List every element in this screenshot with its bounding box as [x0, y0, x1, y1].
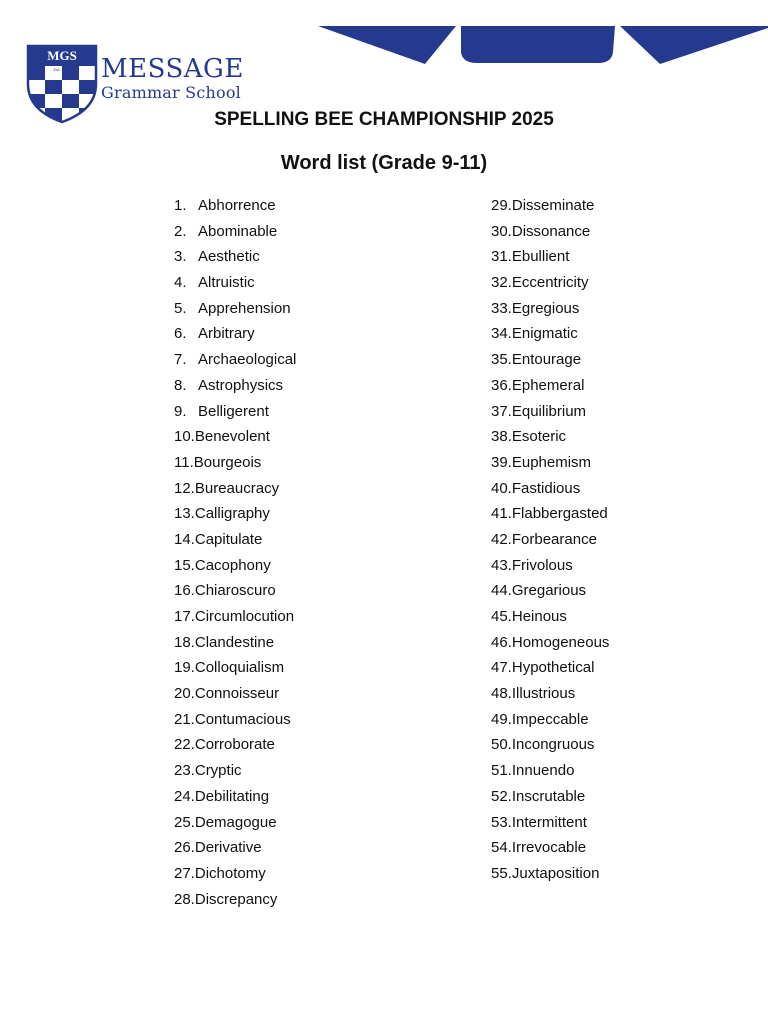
word-text: Impeccable: [511, 710, 589, 728]
word-number: 24.: [174, 787, 195, 805]
word-number: 13.: [174, 505, 195, 523]
word-text: Entourage: [511, 351, 582, 369]
word-text: Disseminate: [511, 197, 595, 214]
word-text: Connoisseur: [194, 685, 280, 703]
word-list-item: [491, 630, 609, 656]
page-title: SPELLING BEE CHAMPIONSHIP 2025: [214, 109, 554, 130]
word-number: 48.: [491, 685, 512, 703]
word-number: 52.: [491, 787, 512, 805]
word-list-item: [491, 732, 609, 758]
word-list-item: [491, 810, 609, 836]
word-list-item: [491, 553, 609, 579]
word-number: 15.: [174, 556, 195, 574]
word-text: Incongruous: [511, 736, 595, 754]
word-text: Astrophysics: [198, 376, 284, 394]
word-list-item: [491, 193, 609, 219]
word-text: Demagogue: [194, 813, 277, 831]
word-number: 14.: [174, 530, 195, 548]
word-text: Flabbergasted: [511, 505, 608, 523]
word-text: Apprehension: [198, 299, 291, 317]
word-list-item: [491, 861, 609, 887]
word-text: Debilitating: [194, 787, 270, 805]
word-number: 36.: [491, 376, 512, 394]
word-text: Belligerent: [198, 402, 269, 420]
word-text: Abominable: [198, 222, 278, 240]
word-number: 55.: [491, 864, 512, 882]
word-number: 31.: [491, 248, 512, 266]
word-text: Arbitrary: [198, 325, 255, 343]
word-list-item: [174, 270, 296, 296]
word-list-item: [174, 296, 296, 322]
word-number: 34.: [491, 325, 512, 343]
school-subname: Grammar School: [101, 83, 241, 102]
word-number: 6.: [174, 325, 187, 343]
word-text: Altruistic: [198, 274, 255, 292]
word-text: Corroborate: [194, 736, 275, 754]
word-text: Equilibrium: [511, 402, 587, 420]
word-list-item: [491, 707, 609, 733]
word-number: 7.: [174, 351, 187, 369]
word-text: Juxtaposition: [511, 864, 600, 882]
word-number: 38.: [491, 428, 512, 446]
word-number: 20.: [174, 685, 195, 703]
word-text: Innuendo: [511, 762, 575, 780]
word-list-item: [174, 578, 296, 604]
word-text: Benevolent: [194, 428, 270, 446]
word-list-item: [174, 193, 296, 219]
word-text: Eccentricity: [511, 274, 589, 292]
word-number: 45.: [491, 608, 512, 625]
crest-est: Est. 2018: [53, 67, 71, 72]
word-number: 11.: [174, 453, 194, 471]
word-text: Egregious: [511, 299, 580, 317]
word-list-item: [491, 604, 609, 630]
word-number: 42.: [491, 530, 512, 548]
word-list-item: [174, 321, 296, 347]
word-number: 51.: [491, 762, 512, 780]
word-number: 33.: [491, 299, 512, 317]
word-list-item: [491, 373, 609, 399]
word-list-item: [174, 553, 296, 579]
word-text: Circumlocution: [194, 608, 295, 625]
word-text: Forbearance: [511, 530, 597, 548]
word-list-right: [491, 193, 609, 887]
word-number: 9.: [174, 402, 187, 420]
word-number: 26.: [174, 839, 195, 857]
word-list-item: [491, 321, 609, 347]
word-text: Bourgeois: [193, 453, 262, 471]
word-list-item: [174, 347, 296, 373]
word-number: 16.: [174, 582, 195, 600]
word-number: 5.: [174, 299, 187, 317]
word-list-item: [491, 784, 609, 810]
word-list-item: [491, 578, 609, 604]
word-text: Dissonance: [511, 222, 591, 240]
word-text: Enigmatic: [511, 325, 578, 343]
word-number: 43.: [491, 556, 512, 574]
word-number: 3.: [174, 248, 187, 266]
word-list-left: [174, 193, 296, 912]
word-list-item: [491, 655, 609, 681]
word-number: 12.: [174, 479, 195, 497]
word-text: Cacophony: [194, 556, 271, 574]
word-text: Ephemeral: [511, 376, 585, 394]
word-number: 28.: [174, 890, 195, 908]
word-text: Gregarious: [511, 582, 587, 600]
word-text: Contumacious: [194, 710, 291, 728]
word-list-item: [174, 758, 296, 784]
word-text: Hypothetical: [511, 659, 595, 677]
word-text: Frivolous: [511, 556, 573, 574]
word-list-item: [174, 476, 296, 502]
word-text: Dichotomy: [194, 864, 266, 882]
word-list-item: [174, 424, 296, 450]
word-number: 10.: [174, 428, 195, 446]
word-list-item: [491, 399, 609, 425]
word-list-item: [174, 810, 296, 836]
word-text: Bureaucracy: [194, 479, 280, 497]
word-text: Irrevocable: [511, 839, 587, 857]
word-number: 47.: [491, 659, 512, 677]
word-number: 18.: [174, 633, 195, 651]
word-list-item: [491, 296, 609, 322]
word-list-item: [174, 501, 296, 527]
word-number: 25.: [174, 813, 195, 831]
word-number: 22.: [174, 736, 195, 754]
word-list-item: [174, 450, 296, 476]
word-list-item: [491, 244, 609, 270]
word-list-item: [174, 707, 296, 733]
word-text: Chiaroscuro: [194, 582, 276, 600]
word-list-item: [174, 373, 296, 399]
header-shape-center: [461, 26, 615, 63]
word-number: 41.: [491, 505, 512, 523]
word-text: Aesthetic: [198, 248, 260, 266]
word-list-item: [174, 244, 296, 270]
word-list-item: [174, 732, 296, 758]
word-text: Heinous: [511, 608, 567, 625]
word-number: 27.: [174, 864, 195, 882]
word-number: 8.: [174, 376, 187, 394]
word-list-item: [174, 887, 296, 913]
word-number: 35.: [491, 351, 512, 369]
word-text: Homogeneous: [511, 633, 610, 651]
word-list-item: [174, 630, 296, 656]
word-number: 4.: [174, 274, 187, 292]
word-text: Derivative: [194, 839, 262, 857]
word-text: Calligraphy: [194, 505, 270, 523]
school-name: MESSAGE: [101, 54, 244, 84]
word-text: Clandestine: [194, 633, 275, 651]
word-list-item: [491, 758, 609, 784]
word-text: Illustrious: [511, 685, 576, 703]
word-text: Abhorrence: [198, 197, 276, 214]
word-text: Inscrutable: [511, 787, 586, 805]
word-number: 49.: [491, 710, 512, 728]
word-number: 21.: [174, 710, 195, 728]
word-text: Euphemism: [511, 453, 592, 471]
word-number: 39.: [491, 453, 512, 471]
word-number: 44.: [491, 582, 512, 600]
word-list-item: [491, 681, 609, 707]
word-text: Archaeological: [198, 351, 297, 369]
word-list-item: [491, 219, 609, 245]
word-number: 2.: [174, 222, 187, 240]
word-text: Fastidious: [511, 479, 581, 497]
word-text: Discrepancy: [194, 890, 278, 908]
word-number: 23.: [174, 762, 195, 780]
word-number: 19.: [174, 659, 195, 677]
crest-initials: MGS: [47, 48, 77, 63]
word-text: Colloquialism: [194, 659, 285, 677]
word-list-item: [491, 835, 609, 861]
page-subtitle: Word list (Grade 9-11): [280, 152, 488, 174]
word-list-item: [491, 501, 609, 527]
word-text: Capitulate: [194, 530, 263, 548]
word-number: 50.: [491, 736, 512, 754]
word-list-item: [174, 399, 296, 425]
word-list-item: [174, 861, 296, 887]
word-list-item: [174, 527, 296, 553]
word-list-item: [491, 450, 609, 476]
word-list-item: [174, 604, 296, 630]
word-list-item: [174, 219, 296, 245]
word-list-item: [174, 681, 296, 707]
word-text: Intermittent: [511, 813, 587, 831]
word-number: 37.: [491, 402, 512, 420]
school-name-block: [101, 54, 244, 102]
word-list-item: [491, 270, 609, 296]
word-list-item: [491, 476, 609, 502]
header-shape-right: [620, 26, 768, 64]
word-number: 40.: [491, 479, 512, 497]
word-text: Esoteric: [511, 428, 567, 446]
word-list-item: [491, 424, 609, 450]
word-list-item: [174, 655, 296, 681]
word-number: 32.: [491, 274, 512, 292]
word-number: 54.: [491, 839, 512, 857]
word-text: Ebullient: [511, 248, 570, 266]
word-list-item: [174, 835, 296, 861]
word-number: 17.: [174, 608, 195, 625]
word-number: 29.: [491, 197, 512, 214]
header-shape-left: [318, 26, 456, 64]
word-number: 1.: [174, 197, 187, 214]
word-text: Cryptic: [194, 762, 242, 780]
word-number: 30.: [491, 222, 512, 240]
word-list-item: [174, 784, 296, 810]
word-number: 53.: [491, 813, 512, 831]
word-list-item: [491, 347, 609, 373]
word-list-item: [491, 527, 609, 553]
word-number: 46.: [491, 633, 512, 651]
